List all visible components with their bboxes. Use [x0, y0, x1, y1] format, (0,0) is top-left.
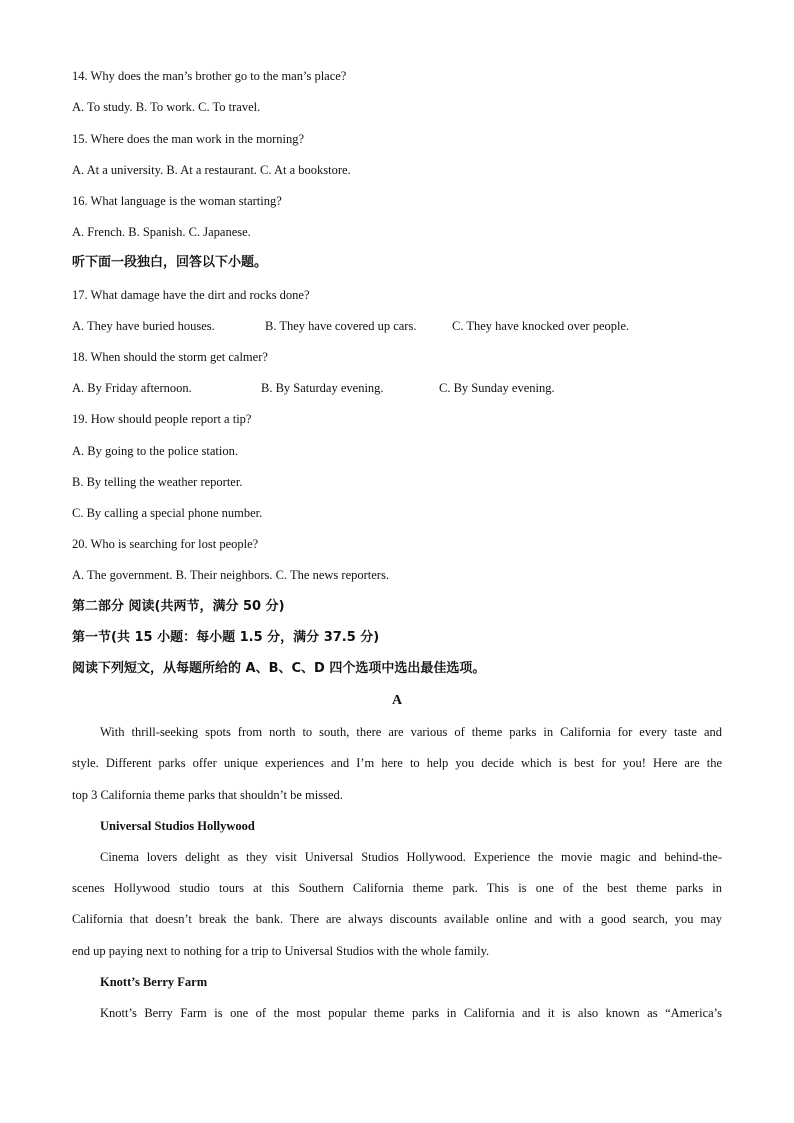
question-17: 17. What damage have the dirt and rocks done? — [72, 288, 310, 302]
passage-paragraph-2-line-4: end up paying next to nothing for a trip to Universal Studios with the whole family. — [72, 944, 490, 958]
question-16-options: A. French. B. Spanish. C. Japanese. — [72, 225, 251, 239]
question-19-option-a: A. By going to the police station. — [72, 444, 238, 458]
passage-paragraph-2-line-1: Cinema lovers delight as they visit Universal Studios Hollywood. Experience the movie magic and behind-the- — [100, 850, 722, 864]
passage-label: A — [391, 693, 403, 708]
passage-paragraph-1-line-2: style. Different parks offer unique experiences and I’m here to help you decide which is best for you! Here are the — [72, 756, 722, 770]
question-18: 18. When should the storm get calmer? — [72, 350, 268, 364]
question-20-options: A. The government. B. Their neighbors. C. The news reporters. — [72, 568, 389, 582]
question-17-option-c: C. They have knocked over people. — [452, 319, 630, 333]
monologue-instruction: 听下面一段独白，回答以下小题。 — [72, 255, 268, 270]
question-18-option-c: C. By Sunday evening. — [439, 381, 555, 395]
question-18-option-a: A. By Friday afternoon. — [72, 381, 192, 395]
passage-paragraph-3-line-1: Knott’s Berry Farm is one of the most popular theme parks in California and it is also known as “America’s — [100, 1006, 722, 1020]
subheading-universal-studios: Universal Studios Hollywood — [100, 819, 255, 833]
passage-paragraph-1-line-3: top 3 California theme parks that shouldn’t be missed. — [72, 788, 343, 802]
question-19: 19. How should people report a tip? — [72, 412, 252, 426]
question-17-option-b: B. They have covered up cars. — [265, 319, 417, 333]
question-16: 16. What language is the woman starting? — [72, 194, 282, 208]
question-14: 14. Why does the man’s brother go to the man’s place? — [72, 69, 347, 83]
section-heading: 第一节(共 15 小题：每小题 1.5 分，满分 37.5 分) — [72, 630, 380, 645]
question-18-option-b: B. By Saturday evening. — [261, 381, 384, 395]
question-19-option-c: C. By calling a special phone number. — [72, 506, 263, 520]
subheading-knotts-berry-farm: Knott’s Berry Farm — [100, 975, 208, 989]
question-14-options: A. To study. B. To work. C. To travel. — [72, 100, 261, 114]
passage-paragraph-2-line-3: California that doesn’t break the bank. There are always discounts available online and with a good search, you may — [72, 912, 722, 926]
passage-paragraph-1-line-1: With thrill-seeking spots from north to south, there are various of theme parks in California for every taste and — [100, 725, 722, 739]
question-17-option-a: A. They have buried houses. — [72, 319, 215, 333]
passage-paragraph-2-line-2: scenes Hollywood studio tours at this Southern California theme park. This is one of the best theme parks in — [72, 881, 722, 895]
reading-instruction: 阅读下列短文，从每题所给的 A、B、C、D 四个选项中选出最佳选项。 — [72, 661, 486, 676]
question-15-options: A. At a university. B. At a restaurant. C. At a bookstore. — [72, 163, 351, 177]
question-15: 15. Where does the man work in the morning? — [72, 132, 305, 146]
question-20: 20. Who is searching for lost people? — [72, 537, 259, 551]
question-19-option-b: B. By telling the weather reporter. — [72, 475, 243, 489]
part-heading: 第二部分 阅读(共两节，满分 50 分) — [72, 599, 285, 614]
